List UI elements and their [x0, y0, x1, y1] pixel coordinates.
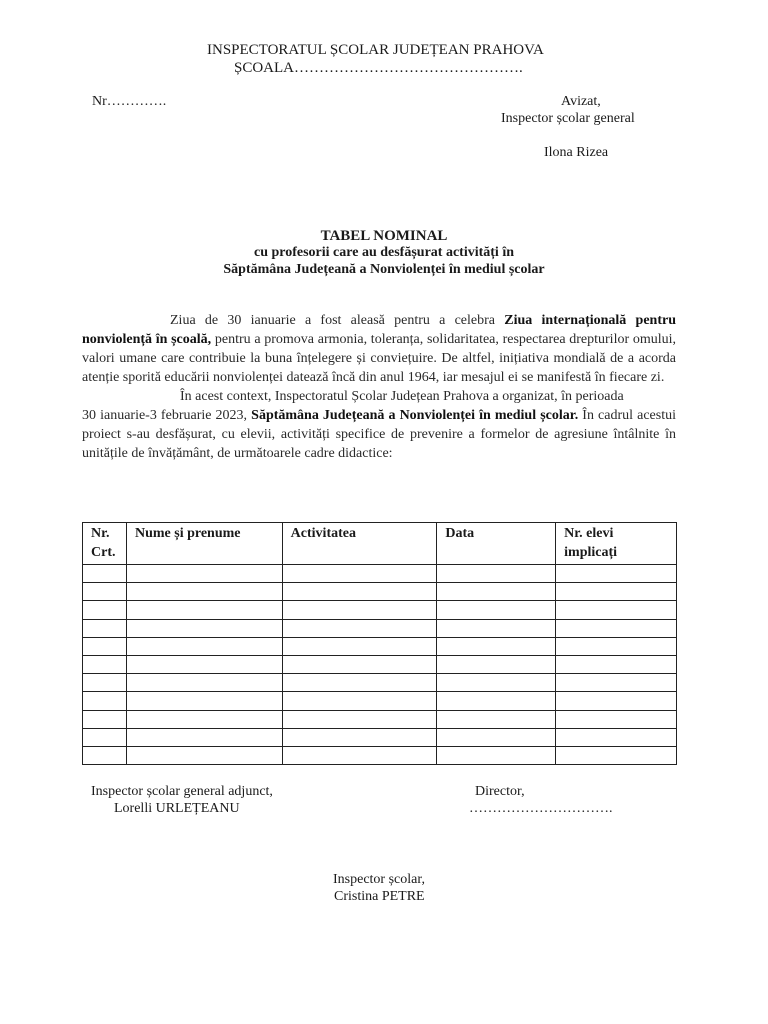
table-cell	[556, 619, 677, 637]
table-cell	[282, 655, 437, 673]
director-role: Director,	[475, 784, 525, 799]
table-cell	[556, 565, 677, 583]
table-cell	[556, 710, 677, 728]
inspectorate-heading: INSPECTORATUL ȘCOLAR JUDEȚEAN PRAHOVA	[207, 42, 544, 58]
table-cell	[437, 710, 556, 728]
document-subtitle-2: Săptămâna Județeană a Nonviolenței în mediul școlar	[223, 262, 545, 277]
table-cell	[83, 728, 127, 746]
table-cell	[282, 692, 437, 710]
table-cell	[437, 692, 556, 710]
table-row	[83, 565, 677, 583]
table-cell	[83, 710, 127, 728]
registration-number: Nr………….	[92, 94, 167, 109]
table-cell	[83, 619, 127, 637]
table-cell	[556, 692, 677, 710]
table-row	[83, 619, 677, 637]
director-signature-line: ………………………….	[469, 801, 613, 816]
table-cell	[126, 710, 282, 728]
table-cell	[282, 601, 437, 619]
table-cell	[437, 746, 556, 764]
table-row	[83, 655, 677, 673]
document-title: TABEL NOMINAL	[320, 228, 448, 244]
paragraph-3-emphasis: Săptămâna Județeană a Nonviolenței în mediul școlar.	[251, 408, 579, 423]
paragraph-2-text: În acest context, Inspectoratul Școlar Județean Prahova a organizat, în perioada	[180, 389, 624, 404]
table-cell	[83, 655, 127, 673]
table-row	[83, 637, 677, 655]
table-cell	[437, 565, 556, 583]
table-cell	[126, 728, 282, 746]
paragraph-1-emphasis: Ziua internațională pentru nonviolență în școală,	[82, 313, 676, 347]
table-cell	[437, 674, 556, 692]
column-header-nr: Nr. Crt.	[83, 523, 127, 565]
table-cell	[282, 583, 437, 601]
table-cell	[437, 601, 556, 619]
table-cell	[556, 637, 677, 655]
deputy-inspector-name: Lorelli URLEȚEANU	[114, 801, 240, 816]
paragraph-1-rest: pentru a promova armonia, toleranța, solidaritatea, respectarea drepturilor omului, valori umane care contribuie la buna înțelegere și conviețuire. De altfel, inițiativa mondială de a acorda atenție sporită educării nonviolenței datează încă din anul 1964, iar mesajul ei se manifestă în fiecare zi.	[82, 332, 676, 385]
table-cell	[282, 710, 437, 728]
table-cell	[126, 637, 282, 655]
body-text	[82, 311, 676, 463]
table-cell	[126, 619, 282, 637]
inspector-name: Cristina PETRE	[334, 889, 425, 904]
column-header-activity: Activitatea	[282, 523, 437, 565]
table-cell	[437, 728, 556, 746]
table-cell	[126, 655, 282, 673]
table-cell	[83, 583, 127, 601]
table-cell	[282, 637, 437, 655]
table-cell	[282, 728, 437, 746]
table-cell	[83, 746, 127, 764]
table-row	[83, 692, 677, 710]
teachers-table	[82, 522, 677, 765]
table-row	[83, 710, 677, 728]
table-cell	[126, 746, 282, 764]
table-cell	[437, 583, 556, 601]
table-row	[83, 601, 677, 619]
paragraph-1	[82, 311, 676, 387]
table-cell	[126, 583, 282, 601]
table-cell	[437, 619, 556, 637]
school-line: ȘCOALA……………………………………….	[234, 60, 523, 76]
approval-label: Avizat,	[561, 94, 601, 109]
table-cell	[556, 746, 677, 764]
table-cell	[126, 674, 282, 692]
table-cell	[282, 674, 437, 692]
column-header-date: Data	[437, 523, 556, 565]
table-body	[83, 565, 677, 765]
approval-name: Ilona Rizea	[544, 145, 609, 160]
inspector-role: Inspector școlar,	[333, 872, 425, 887]
table-cell	[83, 601, 127, 619]
column-header-name: Nume și prenume	[126, 523, 282, 565]
table-cell	[126, 601, 282, 619]
table-cell	[282, 565, 437, 583]
table-cell	[556, 674, 677, 692]
table-cell	[437, 637, 556, 655]
table-cell	[437, 655, 556, 673]
table-row	[83, 583, 677, 601]
table-cell	[556, 601, 677, 619]
paragraph-3-rest: În cadrul acestui proiect s-au desfășurat, cu elevii, activități specifice de prevenire a formelor de agresiune întâlnite în unitățile de învățământ, de următoarele cadre didactice:	[82, 408, 677, 461]
paragraph-3-start: 30 ianuarie-3 februarie 2023,	[82, 408, 252, 423]
paragraph-3	[82, 406, 676, 463]
table-cell	[83, 674, 127, 692]
table-header-row	[83, 523, 677, 565]
table-cell	[282, 619, 437, 637]
table-row	[83, 728, 677, 746]
table-cell	[83, 637, 127, 655]
table-cell	[282, 746, 437, 764]
table-row	[83, 746, 677, 764]
table-row	[83, 674, 677, 692]
table-cell	[556, 583, 677, 601]
table-cell	[83, 692, 127, 710]
table-cell	[126, 692, 282, 710]
column-header-students: Nr. elevi implicați	[556, 523, 677, 565]
paragraph-1-start: Ziua de 30 ianuarie a fost aleasă pentru a celebra	[170, 313, 505, 328]
document-subtitle-1: cu profesorii care au desfășurat activități în	[253, 245, 514, 260]
paragraph-2	[82, 387, 676, 406]
table-cell	[126, 565, 282, 583]
deputy-inspector-role: Inspector școlar general adjunct,	[91, 784, 273, 799]
approval-role: Inspector școlar general	[501, 111, 635, 126]
table-cell	[83, 565, 127, 583]
table-cell	[556, 728, 677, 746]
table-cell	[556, 655, 677, 673]
